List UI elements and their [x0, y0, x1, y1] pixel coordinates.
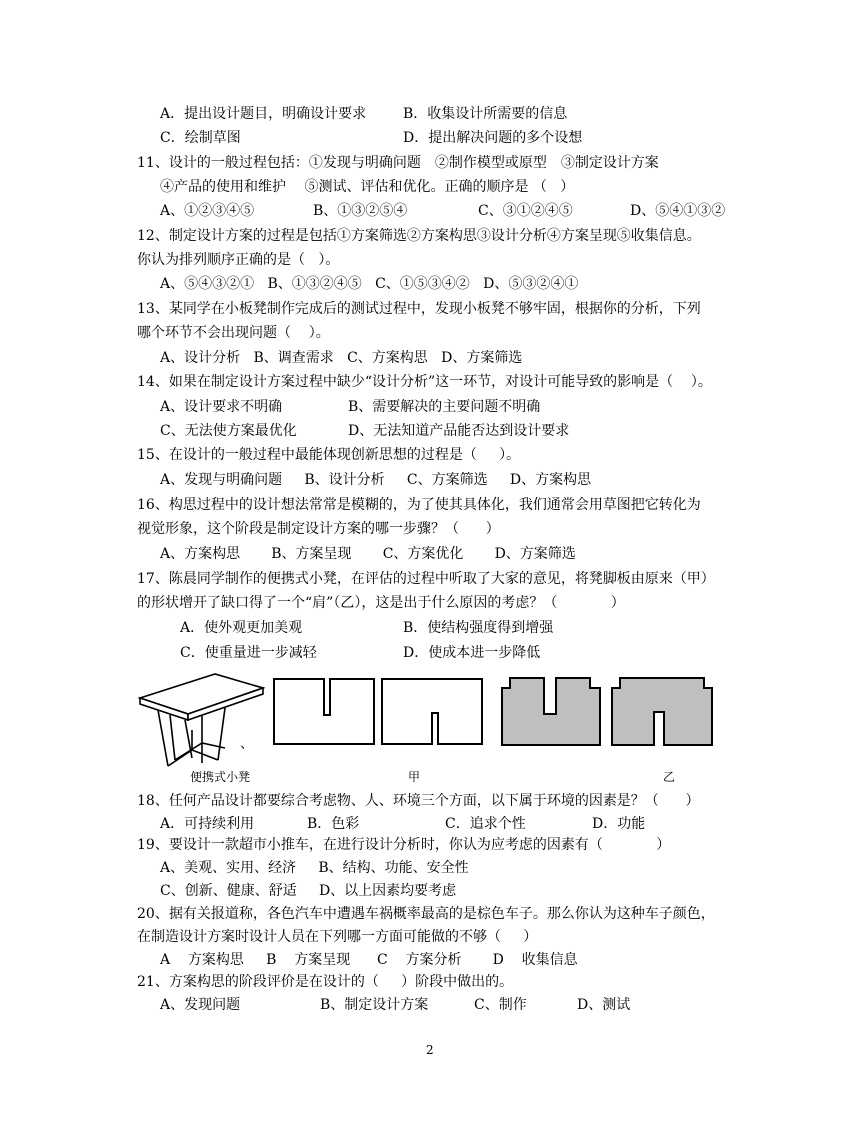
- caption-yi: 乙: [663, 770, 676, 784]
- q18-option-c: C．追求个性: [445, 816, 526, 832]
- q13-stem-line2: 哪个环节不会出现问题（ ）。: [137, 325, 330, 341]
- q20-stem-line1: 20、据有关报道称，各色汽车中遭遇车祸概率最高的是棕色车子。那么你认为这种车子颜色，: [137, 906, 715, 922]
- board-yi-drawing: [500, 676, 716, 748]
- q19-options-line2: C、创新、健康、舒适 D、以上因素均要考虑: [160, 883, 457, 899]
- q12-stem-line2: 你认为排列顺序正确的是（ ）。: [137, 252, 340, 268]
- page-number: 2: [426, 1043, 434, 1057]
- q20-stem-line2: 在制造设计方案时设计人员在下列哪一方面可能做的不够（ ）: [137, 929, 538, 945]
- q18-option-b: B．色彩: [307, 816, 360, 832]
- q21-option-a: A、发现问题: [160, 997, 241, 1013]
- q10-option-c: C．绘制草图: [160, 130, 241, 146]
- q17-option-b: B．使结构强度得到增强: [403, 620, 554, 636]
- q11-option-d: D、⑤④①③②: [630, 203, 726, 219]
- q16-stem-line2: 视觉形象，这个阶段是制定设计方案的哪一步骤？（ ）: [137, 521, 500, 537]
- q20-options: A 方案构思 B 方案呈现 C 方案分析 D 收集信息: [160, 952, 578, 968]
- q13-stem-line1: 13、某同学在小板凳制作完成后的测试过程中，发现小板凳不够牢固，根据你的分析，下列: [137, 301, 701, 317]
- q14-stem-line1: 14、如果在制定设计方案过程中缺少“设计分析”这一环节，对设计可能导致的影响是（ ）。: [137, 374, 712, 390]
- q12-stem-line1: 12、制定设计方案的过程是包括①方案筛选②方案构思③设计分析④方案呈现⑤收集信息。: [137, 228, 701, 244]
- q16-stem-line1: 16、构思过程中的设计想法常常是模糊的，为了使其具体化，我们通常会用草图把它转化为: [137, 497, 701, 513]
- q14-option-d: D、无法知道产品能否达到设计要求: [348, 423, 570, 439]
- q14-option-b: B、需要解决的主要问题不明确: [348, 399, 541, 415]
- q15-stem-line1: 15、在设计的一般过程中最能体现创新思想的过程是（ ）。: [137, 447, 521, 463]
- q18-option-a: A．可持续利用: [160, 816, 255, 832]
- q17-stem-line1: 17、陈晨同学制作的便携式小凳，在评估的过程中听取了大家的意见，将凳脚板由原来（甲）: [137, 571, 715, 587]
- q10-option-b: B．收集设计所需要的信息: [403, 106, 568, 122]
- q11-option-b: B、①③②⑤④: [313, 203, 408, 219]
- board-jia-drawing: [272, 677, 486, 747]
- q11-option-c: C、③①②④⑤: [478, 203, 573, 219]
- q21-stem-line1: 21、方案构思的阶段评价是在设计的（ ）阶段中做出的。: [137, 974, 514, 990]
- q17-option-c: C．使重量进一步减轻: [180, 645, 317, 661]
- q18-stem-line1: 18、任何产品设计都要综合考虑物、人、环境三个方面，以下属于环境的因素是？（ ）: [137, 793, 700, 809]
- q18-option-d: D．功能: [592, 816, 646, 832]
- q17-stem-line2: 的形状增开了缺口得了一个“肩”（乙），这是出于什么原因的考虑？（ ）: [137, 595, 625, 611]
- q11-option-a: A、①②③④⑤: [160, 203, 255, 219]
- q11-stem-line1: 11、设计的一般过程包括：①发现与明确问题 ②制作模型或原型 ③制定设计方案: [137, 155, 659, 171]
- q14-option-a: A、设计要求不明确: [160, 399, 283, 415]
- q21-option-b: B、制定设计方案: [320, 997, 429, 1013]
- caption-jia: 甲: [408, 770, 421, 784]
- q17-option-d: D．使成本进一步降低: [403, 645, 541, 661]
- q19-stem-line1: 19、要设计一款超市小推车，在进行设计分析时，你认为应考虑的因素有（ ）: [137, 837, 671, 853]
- q14-option-c: C、无法使方案最优化: [160, 423, 297, 439]
- q17-option-a: A．使外观更加美观: [180, 620, 303, 636]
- q10-option-d: D．提出解决问题的多个设想: [403, 130, 583, 146]
- q10-option-a: A．提出设计题目，明确设计要求: [160, 106, 367, 122]
- q16-options: A、方案构思 B、方案呈现 C、方案优化 D、方案筛选: [160, 546, 576, 562]
- q11-stem-line2: ④产品的使用和维护 ⑤测试、评估和优化。正确的顺序是 （ ）: [160, 179, 575, 195]
- q15-options: A、发现与明确问题 B、设计分析 C、方案筛选 D、方案构思: [160, 472, 592, 488]
- q21-option-c: C、制作: [474, 997, 527, 1013]
- caption-portable-stool: 便携式小凳: [190, 770, 251, 784]
- portable-stool-drawing: [130, 668, 270, 773]
- figure-mark: 、: [240, 736, 254, 752]
- q12-options: A、⑤④③②① B、①③②④⑤ C、①⑤③④② D、⑤③②④①: [160, 276, 579, 292]
- q21-option-d: D、测试: [577, 997, 631, 1013]
- q13-options: A、设计分析 B、调查需求 C、方案构思 D、方案筛选: [160, 350, 523, 366]
- q19-options-line1: A、美观、实用、经济 B、结构、功能、安全性: [160, 860, 469, 876]
